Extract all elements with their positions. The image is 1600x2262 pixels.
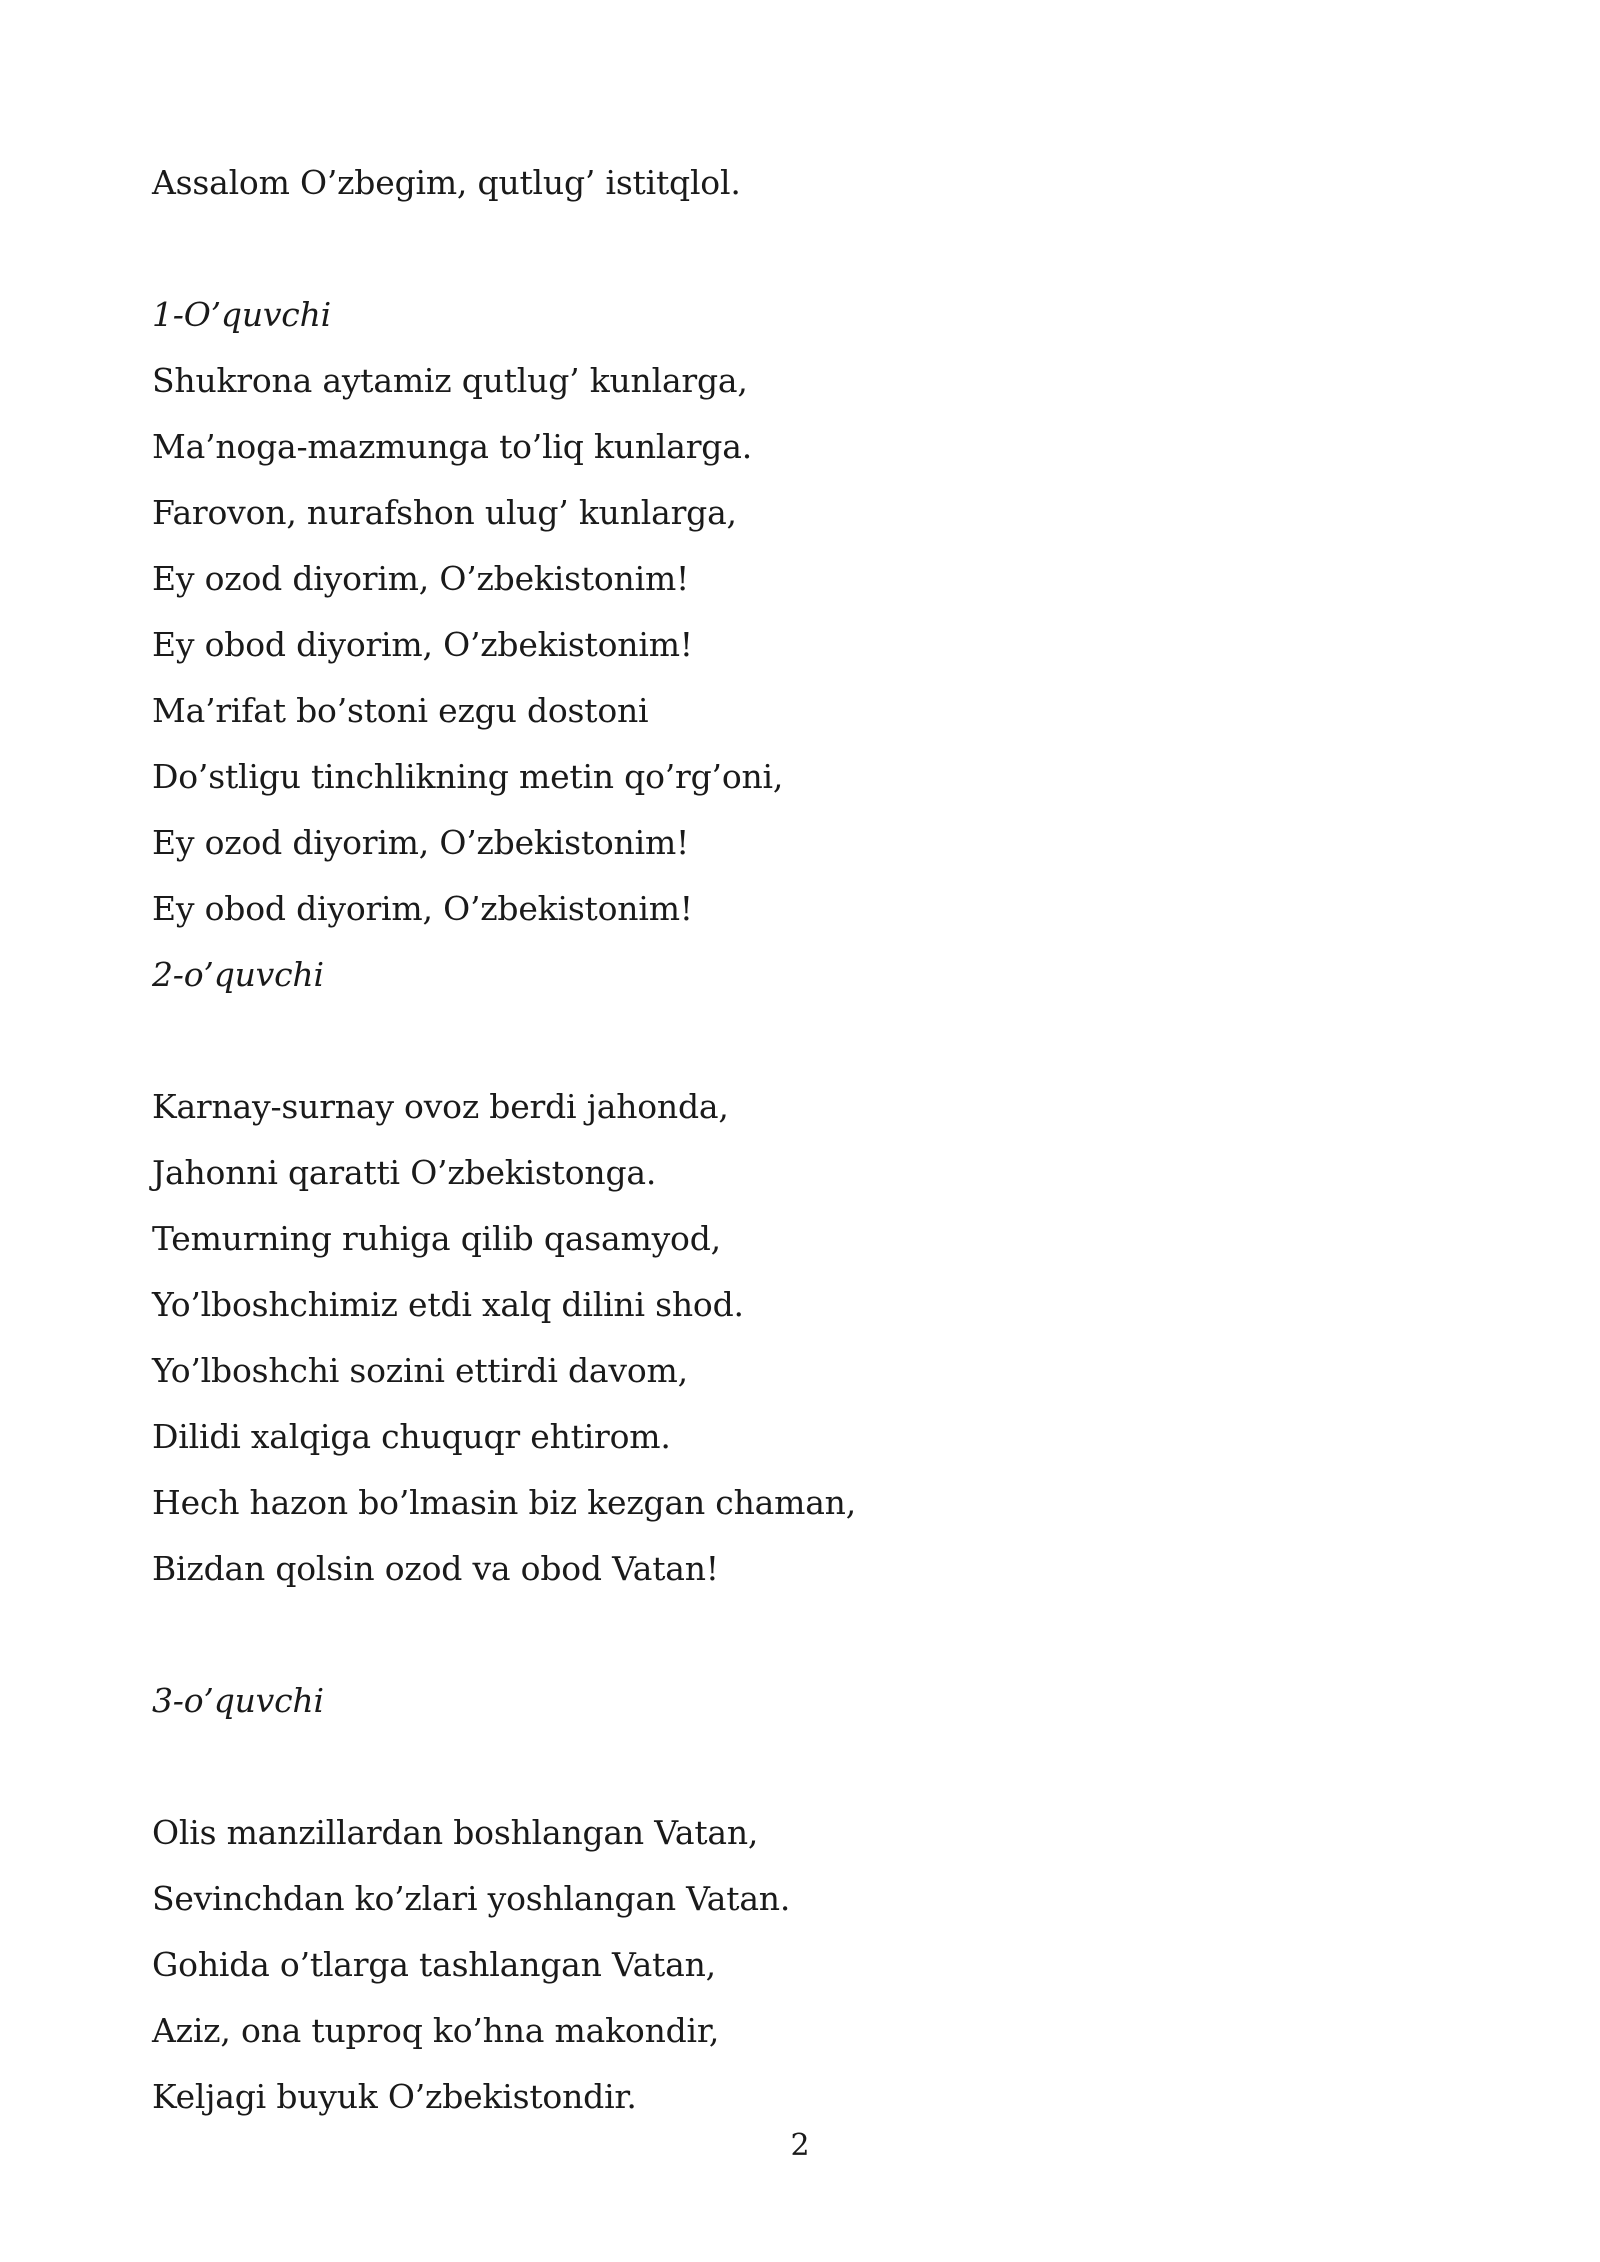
poem-line: Ma’rifat bo’stoni ezgu dostoni	[152, 691, 649, 730]
blank-line	[152, 1734, 1452, 1800]
reader-heading: 3-o’quvchi	[152, 1681, 324, 1720]
poem-line: Sevinchdan ko’zlari yoshlangan Vatan.	[152, 1879, 791, 1918]
poem-line: Dilidi xalqiga chuquqr ehtirom.	[152, 1417, 671, 1456]
poem-line: Karnay-surnay ovoz berdi jahonda,	[152, 1087, 729, 1126]
poem-line: Yo’lboshchi sozini ettirdi davom,	[152, 1351, 688, 1390]
poem-text-block	[152, 150, 1452, 2130]
reader-heading: 1-O’quvchi	[152, 295, 332, 334]
poem-line: Gohida o’tlarga tashlangan Vatan,	[152, 1945, 716, 1984]
poem-line: Bizdan qolsin ozod va obod Vatan!	[152, 1549, 719, 1588]
poem-line: Jahonni qaratti O’zbekistonga.	[152, 1153, 657, 1192]
poem-line: Assalom O’zbegim, qutlug’ istitqlol.	[152, 163, 741, 202]
poem-line: Olis manzillardan boshlangan Vatan,	[152, 1813, 759, 1852]
blank-line	[152, 216, 1452, 282]
poem-line: Ey obod diyorim, O’zbekistonim!	[152, 625, 693, 664]
poem-line: Farovon, nurafshon ulug’ kunlarga,	[152, 493, 737, 532]
poem-line: Ey ozod diyorim, O’zbekistonim!	[152, 559, 690, 598]
poem-line: Ma’noga-mazmunga to’liq kunlarga.	[152, 427, 753, 466]
poem-line: Shukrona aytamiz qutlug’ kunlarga,	[152, 361, 748, 400]
poem-line: Ey ozod diyorim, O’zbekistonim!	[152, 823, 690, 862]
poem-line: Ey obod diyorim, O’zbekistonim!	[152, 889, 693, 928]
poem-line: Keljagi buyuk O’zbekistondir.	[152, 2077, 637, 2116]
blank-line	[152, 1602, 1452, 1668]
poem-line: Aziz, ona tuproq ko’hna makondir,	[152, 2011, 720, 2050]
page-number: 2	[790, 2128, 810, 2163]
blank-line	[152, 1008, 1452, 1074]
poem-line: Temurning ruhiga qilib qasamyod,	[152, 1219, 721, 1258]
reader-heading: 2-o’quvchi	[152, 955, 324, 994]
poem-line: Yo’lboshchimiz etdi xalq dilini shod.	[152, 1285, 744, 1324]
poem-line: Do’stligu tinchlikning metin qo’rg’oni,	[152, 757, 784, 796]
poem-line: Hech hazon bo’lmasin biz kezgan chaman,	[152, 1483, 857, 1522]
